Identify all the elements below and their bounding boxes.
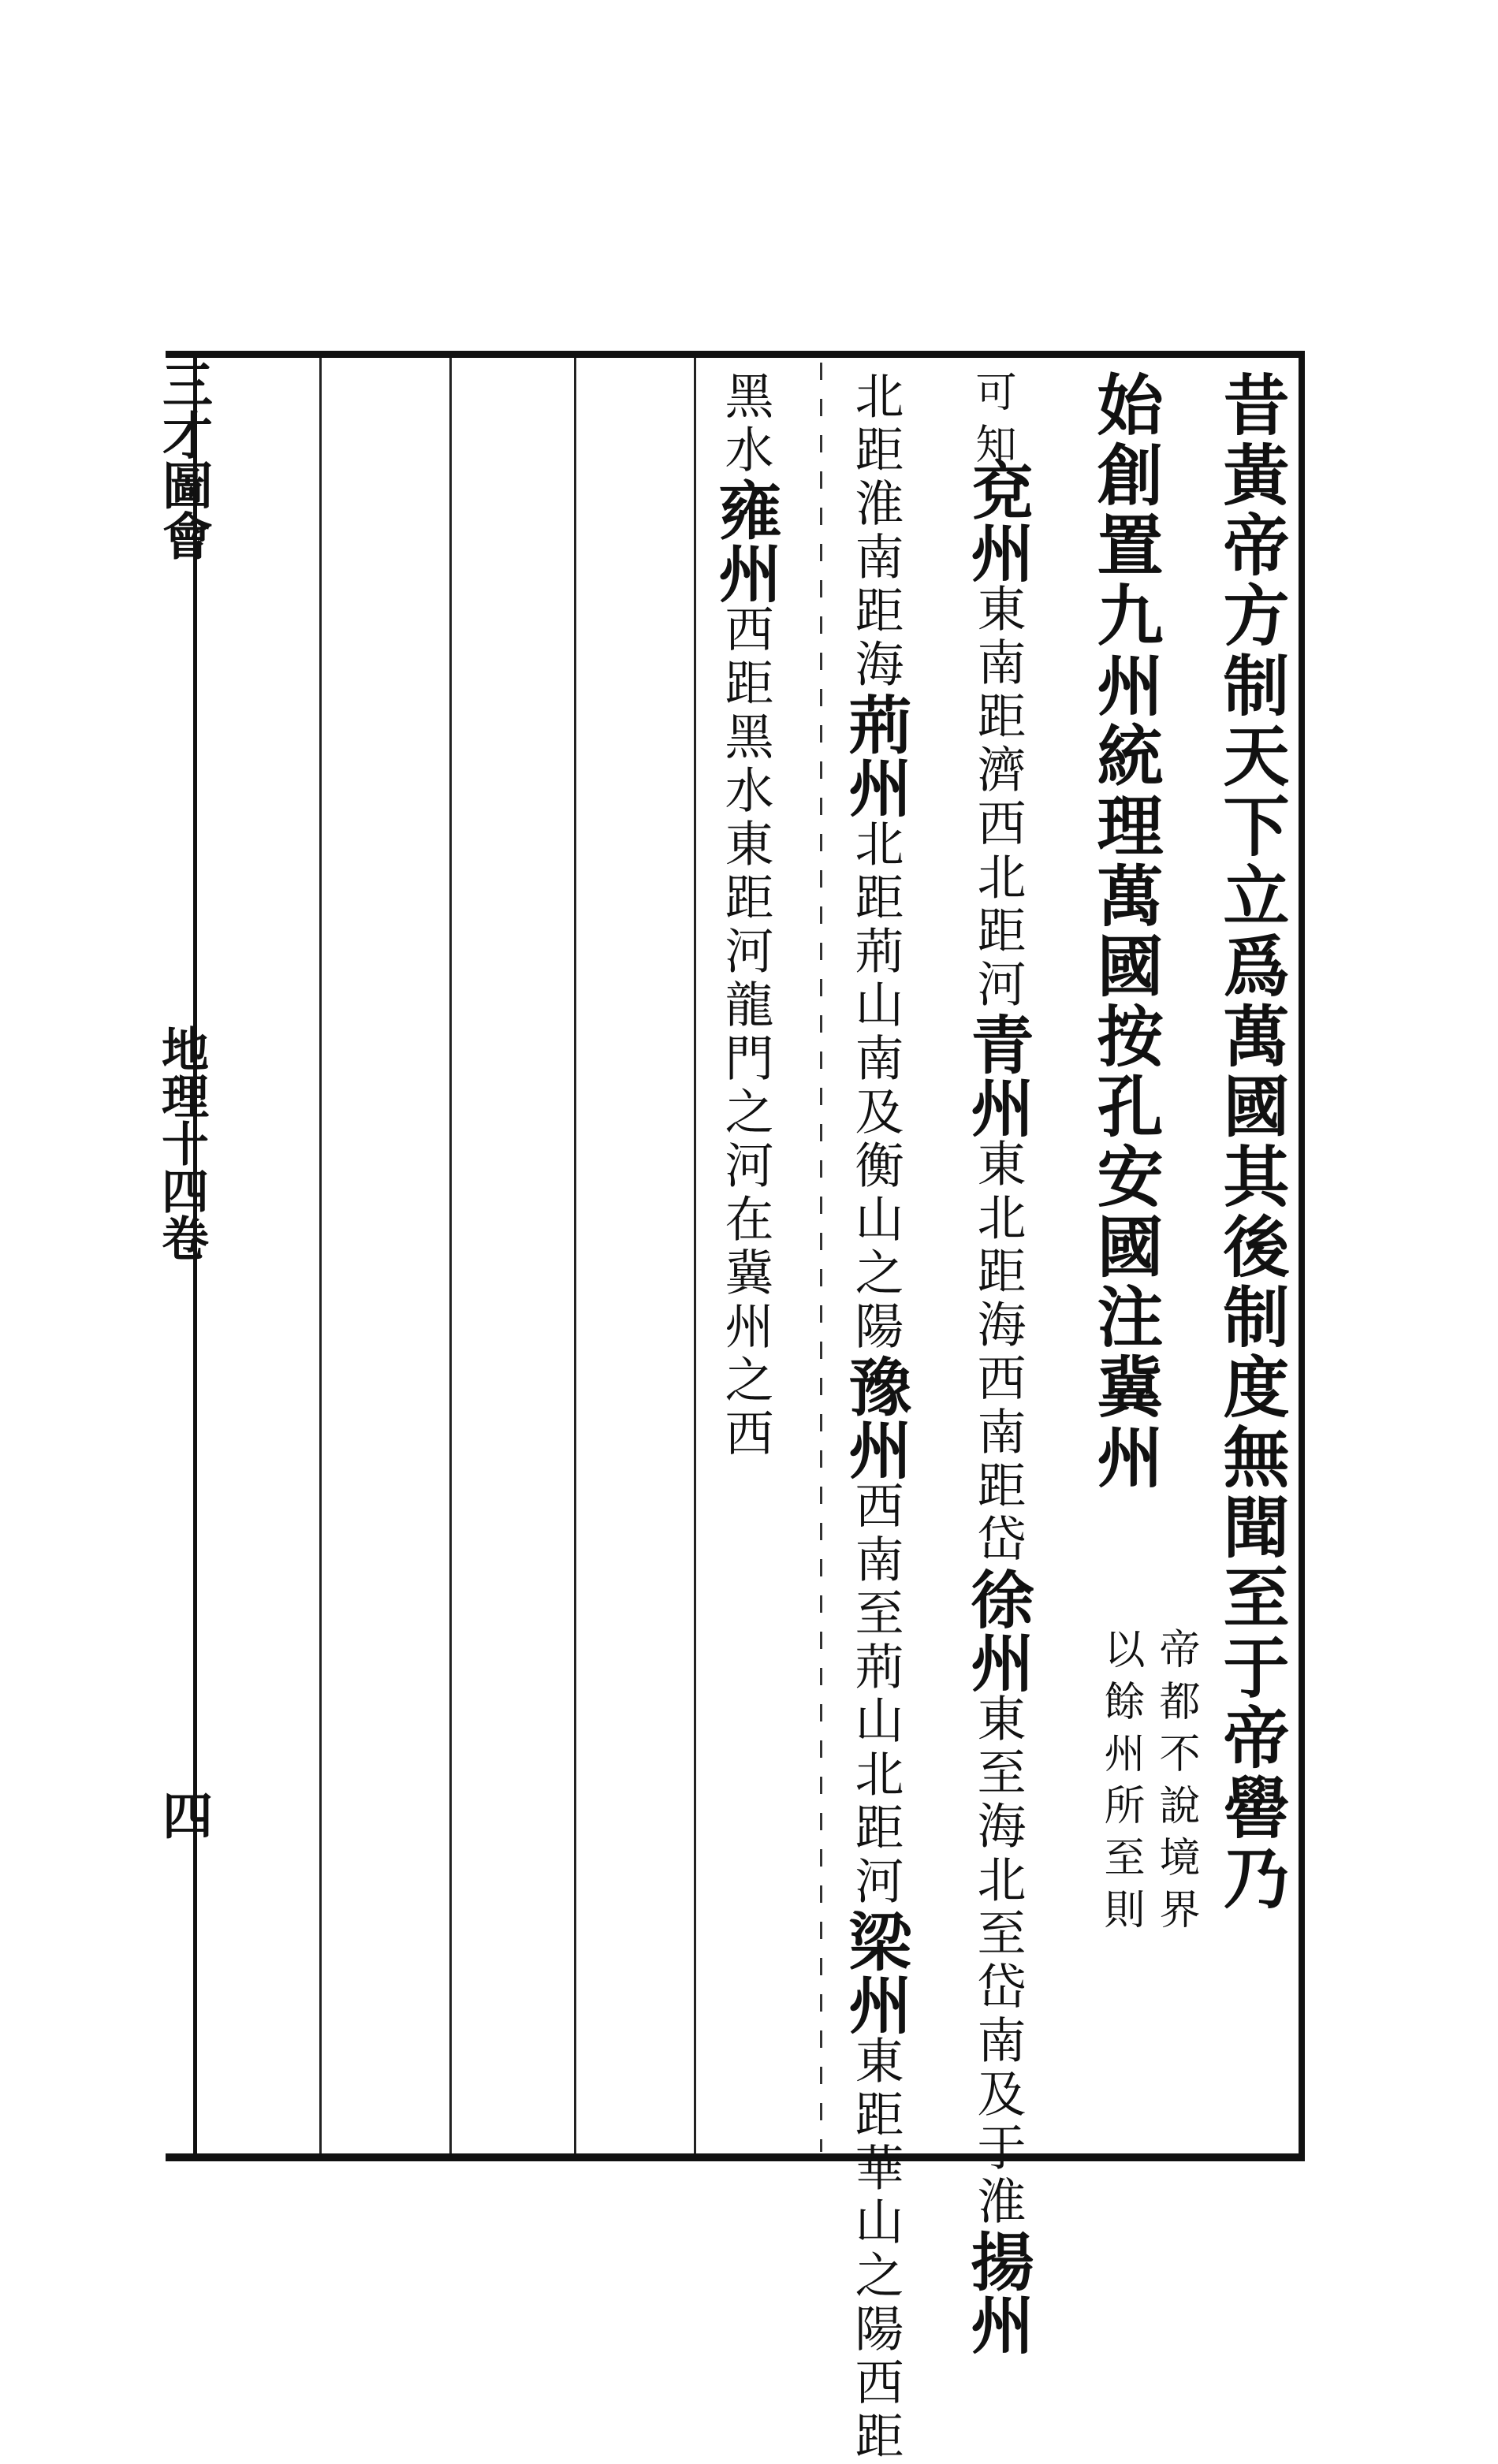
page-frame-top xyxy=(166,351,1305,358)
page-number: 四 xyxy=(154,1789,213,1840)
column-rule xyxy=(694,358,696,2153)
state-qingzhou: 青州 xyxy=(960,1012,1034,1138)
state-jingzhou: 荊州 xyxy=(838,692,912,818)
note-text: 黑水 xyxy=(717,370,774,478)
state-desc: 東北距海西南距岱 xyxy=(969,1138,1027,1567)
page-frame-bottom xyxy=(166,2153,1305,2161)
state-desc: 北距荊山南及衡山之陽 xyxy=(847,818,904,1354)
state-liangzhou: 梁州 xyxy=(838,1909,912,2035)
state-desc: 西距黑水東距河龍門之河在冀州之西 xyxy=(717,604,774,1461)
note-line: 以餘州所至則 xyxy=(1097,1628,1144,1940)
text-column-1: 昔黃帝方制天下立爲萬國其後制度無聞至于帝嚳乃 xyxy=(1213,370,1291,1914)
note-line: 帝都不說境界 xyxy=(1152,1628,1199,1940)
column-rule xyxy=(319,358,322,2153)
text-column-4 xyxy=(838,370,912,2464)
state-desc: 西南至荊山北距河 xyxy=(847,1480,904,1909)
state-desc: 東至海北至岱南及于淮 xyxy=(969,1693,1027,2229)
text-column-5 xyxy=(708,370,782,1461)
state-yuzhou: 豫州 xyxy=(838,1354,912,1480)
text-column-2 xyxy=(1086,370,1164,1493)
column-2-text: 始創置九州統理萬國按孔安國注 xyxy=(1086,370,1164,1353)
text-column-3b xyxy=(960,457,1034,2355)
column-rule xyxy=(449,358,452,2153)
section-title: 地理十四卷 xyxy=(154,1025,209,1261)
note-text: 可知 xyxy=(968,370,1015,475)
state-desc: 東南距濟西北距河 xyxy=(969,583,1027,1012)
state-yongzhou: 雍州 xyxy=(708,478,782,604)
page-frame-right xyxy=(1299,351,1305,2161)
state-yanzhou: 兗州 xyxy=(960,457,1034,583)
book-title: 三才圖會 xyxy=(154,359,213,560)
note-text: 北距淮南距海 xyxy=(847,370,904,692)
state-jizhou: 冀州 xyxy=(1086,1353,1164,1493)
column-rule xyxy=(820,363,822,2152)
state-desc: 東距華山之陽西距 xyxy=(847,2035,904,2464)
state-yangzhou: 揚州 xyxy=(960,2229,1034,2355)
column-rule xyxy=(574,358,576,2153)
state-xuzhou: 徐州 xyxy=(960,1567,1034,1693)
